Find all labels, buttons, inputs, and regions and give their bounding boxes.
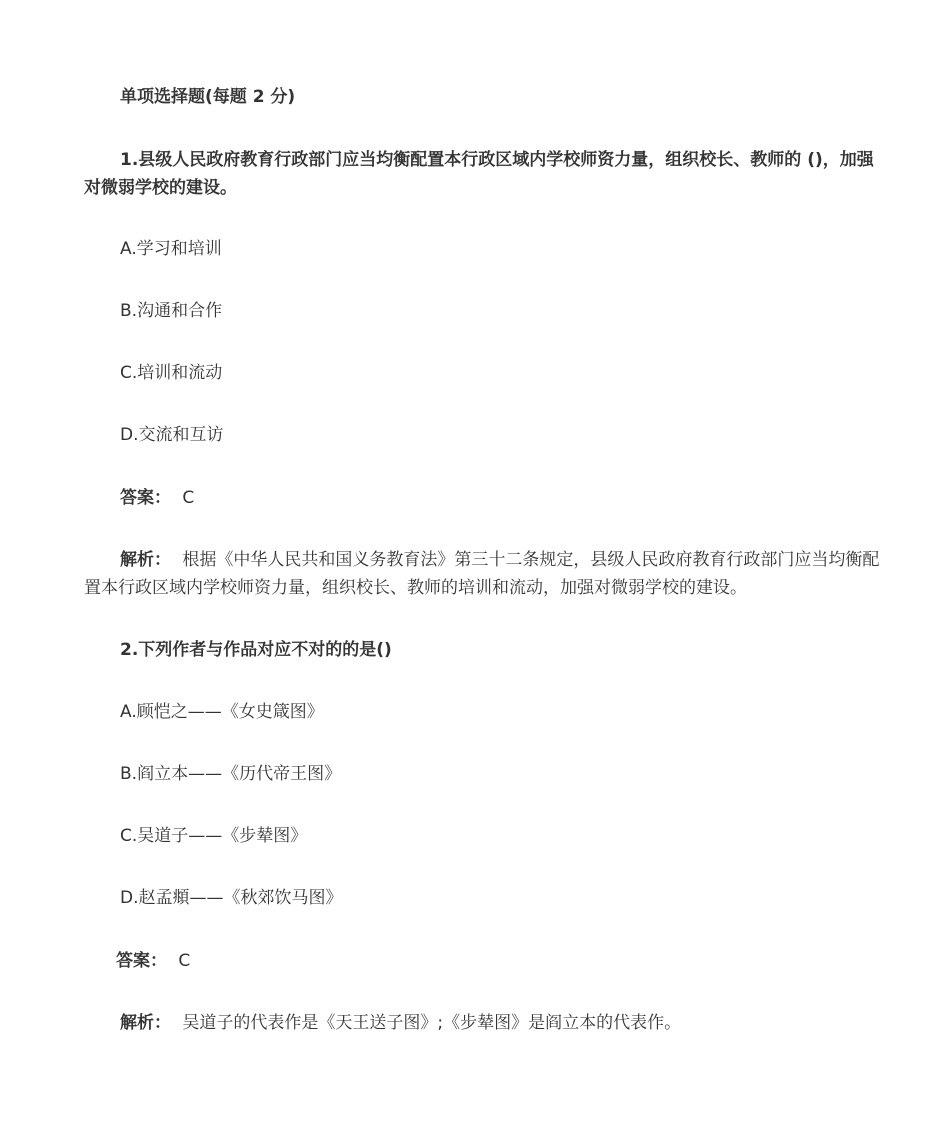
question-2-analysis <box>120 1011 681 1035</box>
analysis-text: 吴道子的代表作是《天王送子图》;《步辇图》是阎立本的代表作。 <box>182 1013 682 1033</box>
analysis-label: 解析： <box>120 1013 171 1033</box>
question-1-option-b: B.沟通和合作 <box>120 301 223 321</box>
answer-value: C <box>182 488 195 508</box>
question-1-option-c: C.培训和流动 <box>120 363 223 383</box>
answer-label: 答案： <box>120 488 171 508</box>
analysis-text: 根据《中华人民共和国义务教育法》第三十二条规定，县级人民政府教育行政部门应当均衡配置本行政区域内学校师资力量，组织校长、教师的培训和流动，加强对微弱学校的建设。 <box>84 550 880 598</box>
question-2-option-d: D.赵孟頫——《秋郊饮马图》 <box>120 888 343 908</box>
question-1-option-a: A.学习和培训 <box>120 239 222 259</box>
question-2-option-a: A.顾恺之——《女史箴图》 <box>120 702 324 722</box>
section-title: 单项选择题(每题 2 分) <box>120 87 296 107</box>
question-1-analysis <box>84 546 884 602</box>
question-2-stem: 2.下列作者与作品对应不对的的是() <box>120 640 392 660</box>
question-2-option-b: B.阎立本——《历代帝王图》 <box>120 764 342 784</box>
question-1-option-d: D.交流和互访 <box>120 425 224 445</box>
question-2-answer <box>116 949 190 973</box>
question-1-stem: 1.县级人民政府教育行政部门应当均衡配置本行政区域内学校师资力量，组织校长、教师的 ()，加强对微弱学校的建设。 <box>84 150 874 198</box>
answer-label: 答案： <box>116 951 167 971</box>
question-2-option-c: C.吴道子——《步辇图》 <box>120 826 308 846</box>
answer-value: C <box>178 951 191 971</box>
question-1-answer <box>120 486 194 510</box>
analysis-label: 解析： <box>120 550 171 570</box>
